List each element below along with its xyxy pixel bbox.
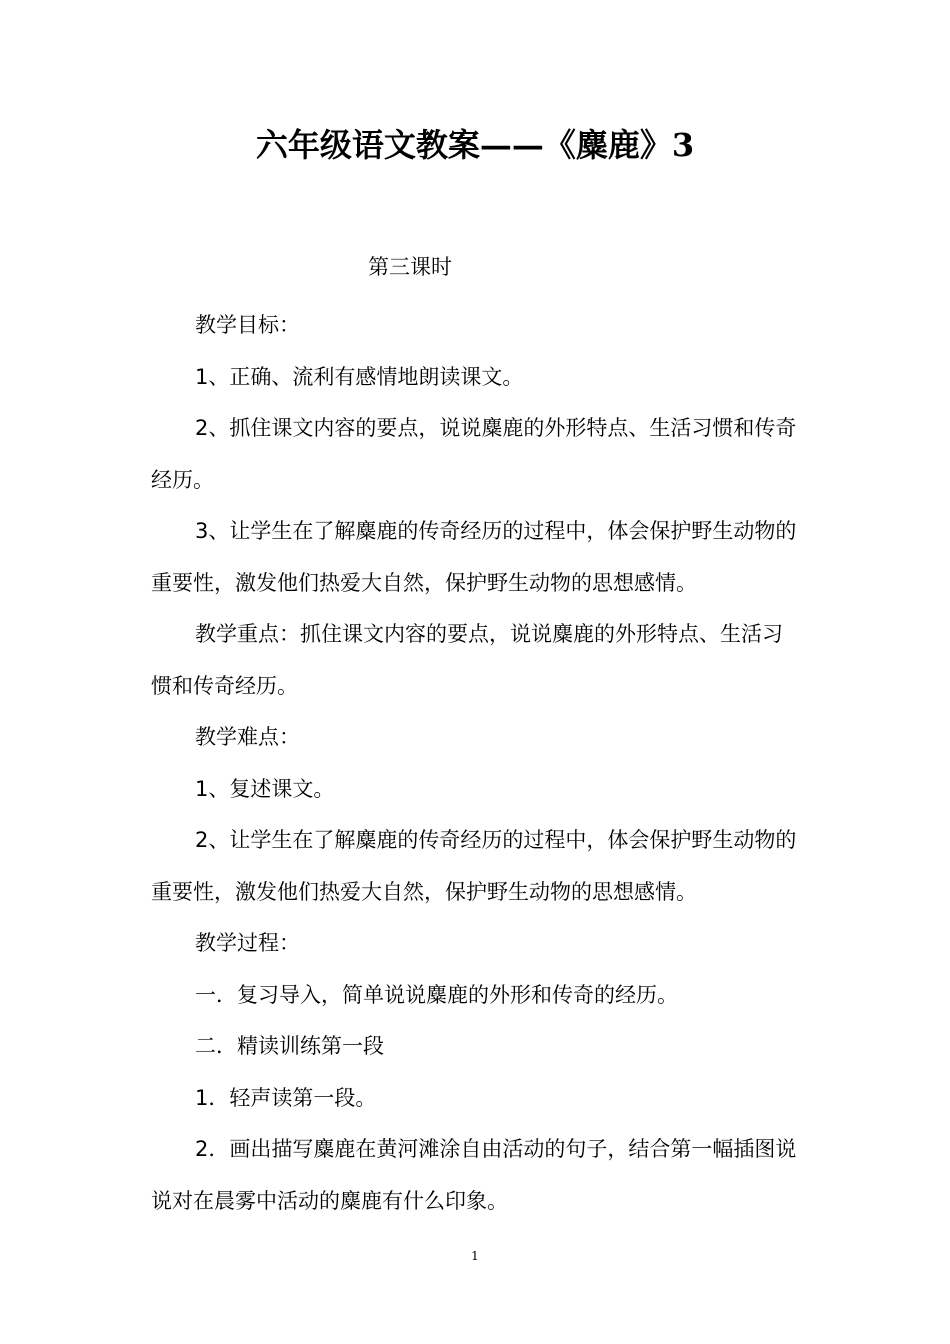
paragraph-difficulty-2: 2、让学生在了解麋鹿的传奇经历的过程中，体会保护野生动物的重要性，激发他们热爱大自然，保护野生动物的思想感情。 xyxy=(151,828,797,904)
lesson-subtitle: 第三课时 xyxy=(368,255,452,279)
document-body xyxy=(151,300,799,1227)
paragraph-difficulty-1: 1、复述课文。 xyxy=(195,776,335,801)
document-title: 六年级语文教案——《麋鹿》3 xyxy=(255,126,695,164)
paragraph-process-step-1: 一．复习导入，简单说说麋鹿的外形和传奇的经历。 xyxy=(195,982,678,1007)
paragraph-objective-2: 2、抓住课文内容的要点，说说麋鹿的外形特点、生活习惯和传奇经历。 xyxy=(151,416,797,492)
paragraph-objective-3: 3、让学生在了解麋鹿的传奇经历的过程中，体会保护野生动物的重要性，激发他们热爱大自然，保护野生动物的思想感情。 xyxy=(151,519,797,595)
paragraph-substep-1: 1．轻声读第一段。 xyxy=(195,1085,377,1110)
paragraph-key-points: 教学重点：抓住课文内容的要点，说说麋鹿的外形特点、生活习惯和传奇经历。 xyxy=(151,622,783,698)
paragraph-difficulties-heading: 教学难点： xyxy=(195,725,300,749)
paragraph-substep-2: 2．画出描写麋鹿在黄河滩涂自由活动的句子，结合第一幅插图说说对在晨雾中活动的麋鹿有什么印象。 xyxy=(151,1137,797,1213)
paragraph-process-step-2: 二．精读训练第一段 xyxy=(195,1034,384,1058)
paragraph-objectives-heading: 教学目标： xyxy=(195,313,300,337)
page-number: 1 xyxy=(471,1249,479,1263)
paragraph-objective-1: 1、正确、流利有感情地朗读课文。 xyxy=(195,364,524,389)
paragraph-process-heading: 教学过程： xyxy=(195,931,300,955)
